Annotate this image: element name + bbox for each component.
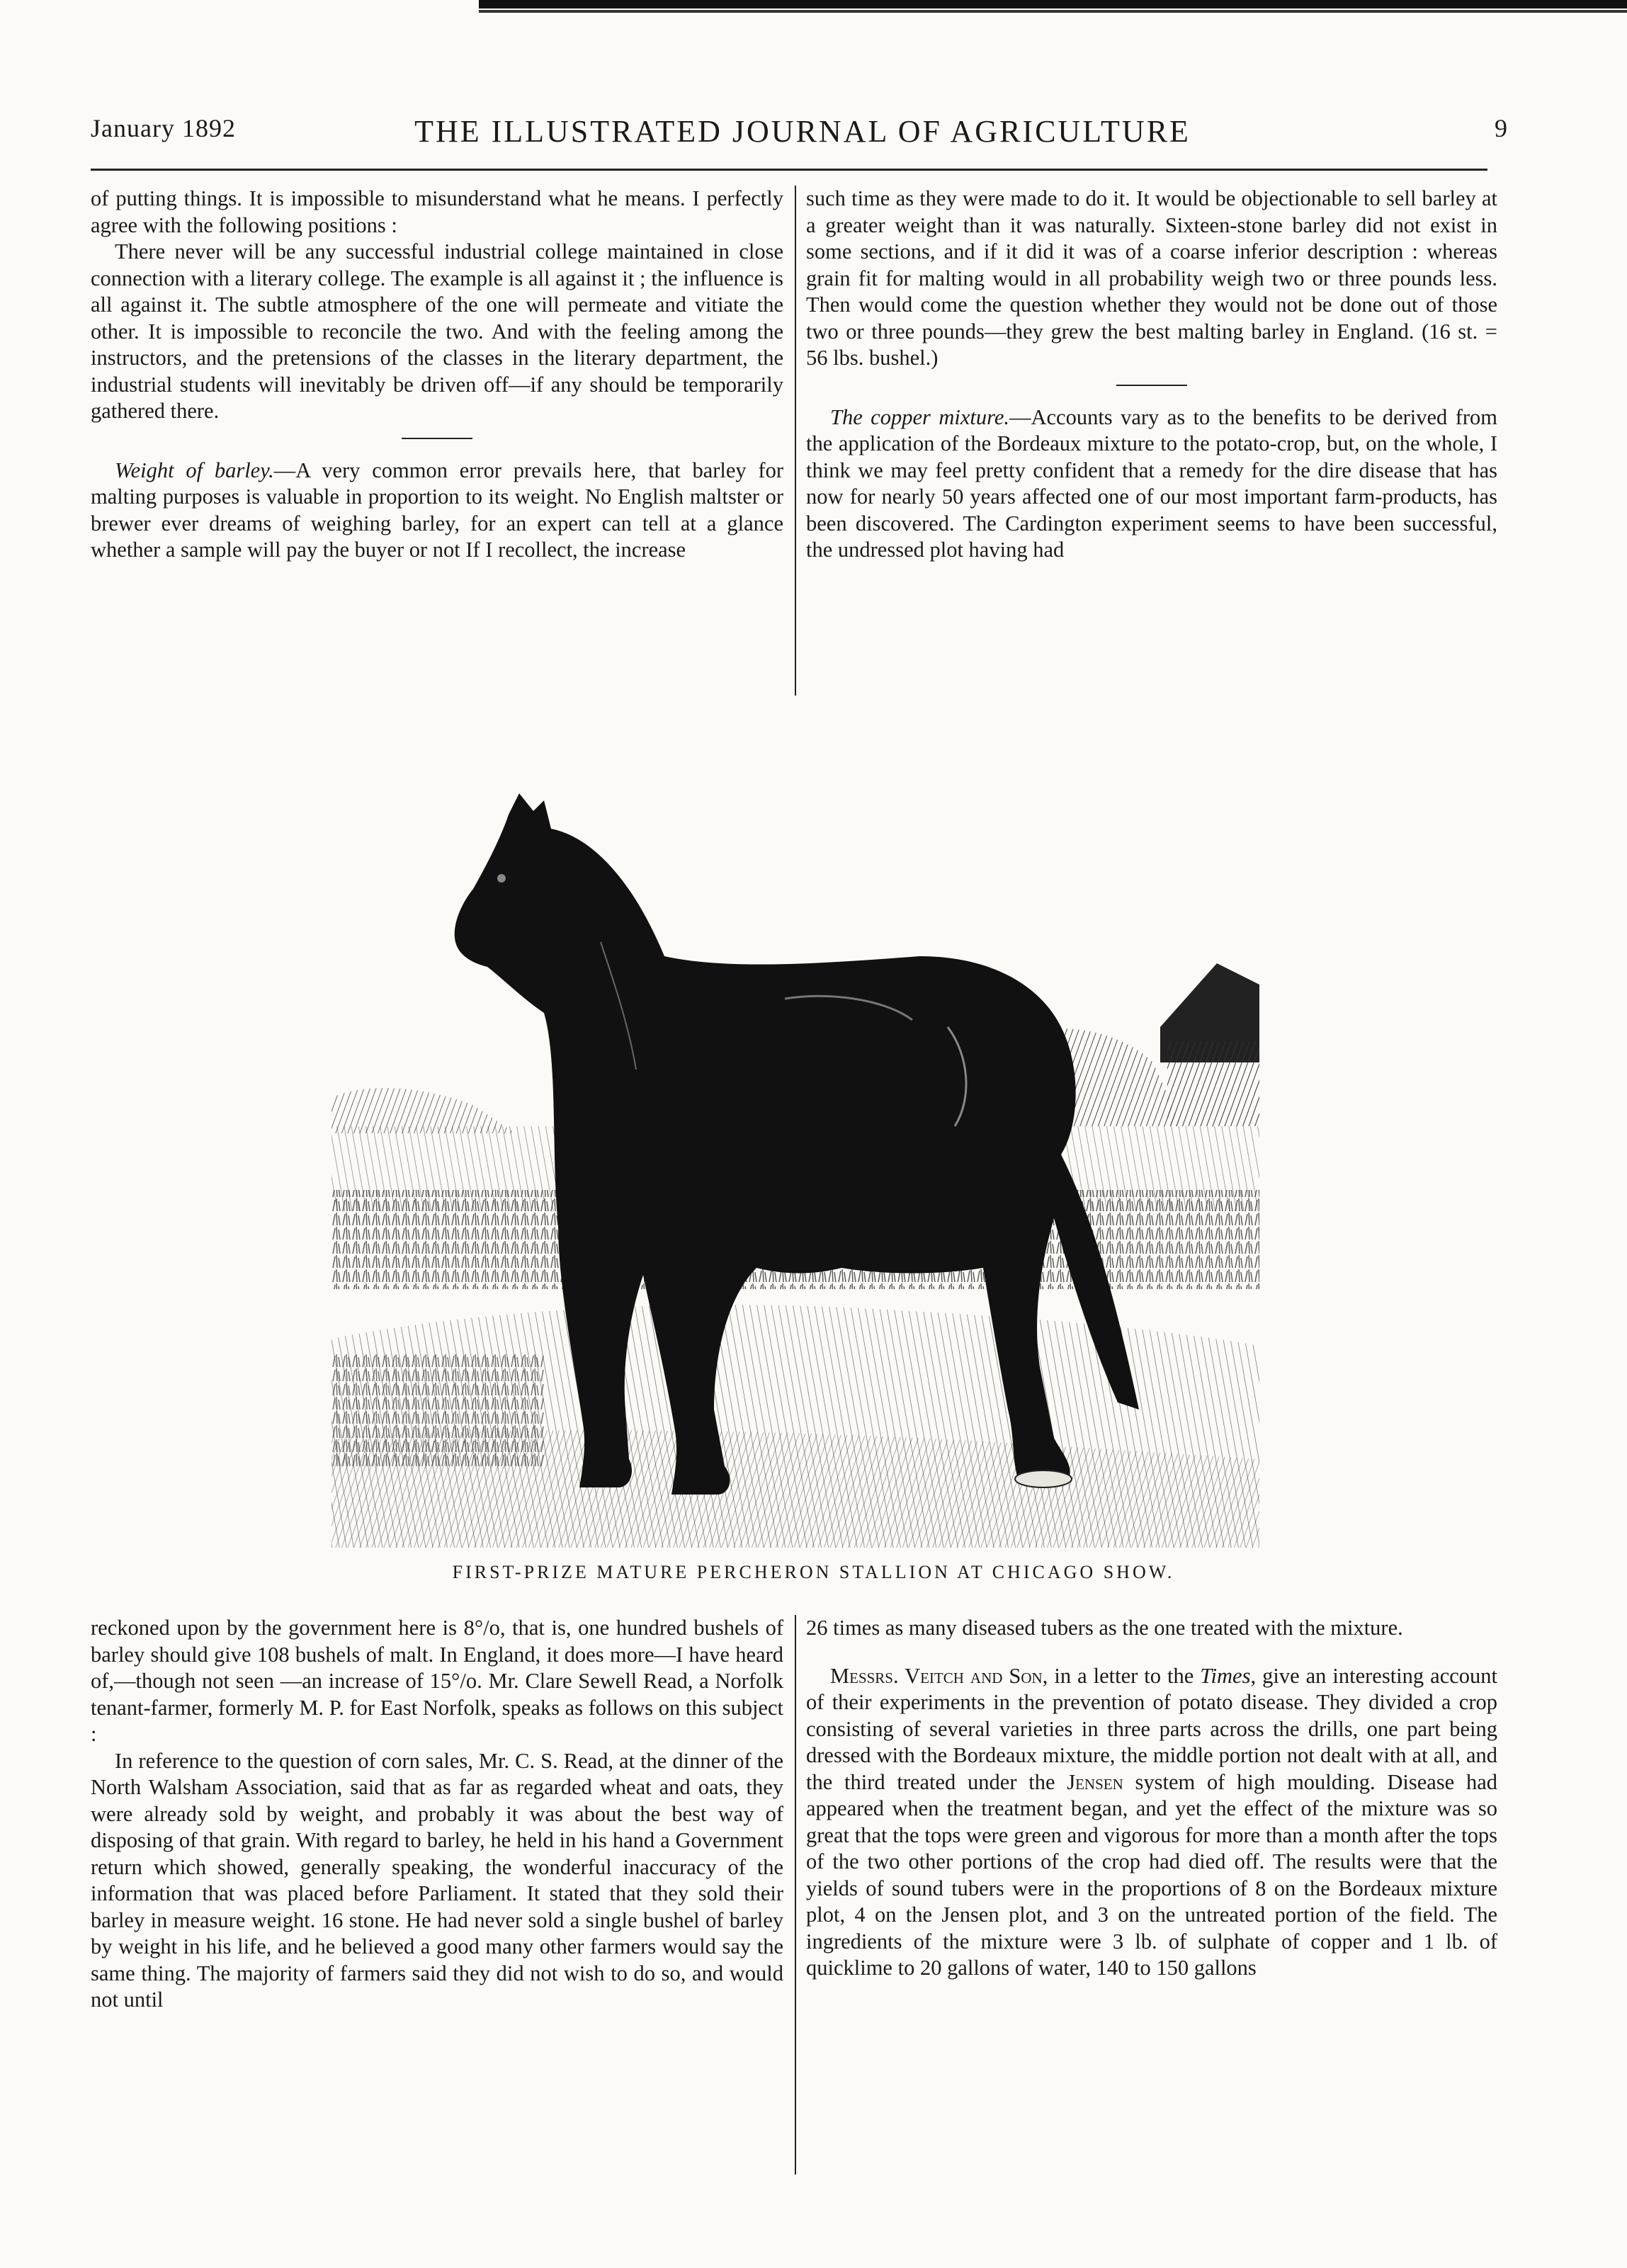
paragraph-text: —A very common error prevails here, that barley for malting purposes is valuable in proportion to its weight. No English maltster or brewer ever dreams of weighing barley, for an expert can tell at a glance whether a sample will pay the buyer or not If I recollect, the increase xyxy=(91,458,783,562)
page-number: 9 xyxy=(1495,114,1507,142)
column-top-right xyxy=(806,186,1497,564)
paragraph-text: , give an interesting account of their experiments in the prevention of potato disease. They divided a crop consisting of several varieties in three parts across the drills, one part being dressed with the Bordeaux mixture, the middle portion not dealt with at all, and the third treated under the xyxy=(806,1663,1497,1794)
section-heading: The copper mixture. xyxy=(830,404,1009,429)
paragraph-gap xyxy=(806,1642,1497,1663)
paragraph-text: —Accounts vary as to the benefits to be derived from the application of the Bordeaux mixture to the potato-crop, but, on the whole, I think we may feel pretty confident that a remedy for the dire disease that has now for nearly 50 years affected one of our most important farm-products, has been discovered. The Cardington experiment seems to have been successful, the undressed plot having had xyxy=(806,404,1497,562)
paragraph-copper-mixture xyxy=(806,404,1497,564)
issue-date: January 1892 xyxy=(91,114,236,142)
top-border-bar xyxy=(479,0,1627,8)
top-border-bar-thin xyxy=(479,10,1627,13)
firm-name: Messrs. Veitch and Son xyxy=(830,1663,1043,1688)
header-rule xyxy=(91,169,1487,171)
section-divider xyxy=(1116,385,1187,386)
column-bottom-right xyxy=(806,1615,1497,1982)
column-bottom-left xyxy=(91,1615,783,2014)
paragraph-veitch-and-son xyxy=(806,1663,1497,1982)
column-divider xyxy=(795,186,796,696)
page-header xyxy=(91,105,1507,161)
journal-title: THE ILLUSTRATED JOURNAL OF AGRICULTURE xyxy=(414,114,1191,149)
paragraph-text: system of high moulding. Disease had appeared when the treatment began, and yet the effect of the mixture was so great that the tops were green and vigorous for more than a month after the tops of the two other portions of the crop had died off. The results were that the yields of sound tubers were in the proportions of 8 on the Bordeaux mixture plot, 4 on the Jensen plot, and 3 on the untreated portion of the field. The ingredients of the mixture were 3 lb. of sulphate of copper and 1 lb. of quicklime to 20 gallons of water, 140 to 150 gallons xyxy=(806,1769,1497,1980)
newspaper-name: Times xyxy=(1200,1663,1251,1688)
section-divider xyxy=(402,438,472,439)
paragraph-read-report: In reference to the question of corn sales, Mr. C. S. Read, at the dinner of the North Walsham Association, said that as far as regarded wheat and oats, they were already sold by weight, and probably it was about the best way of disposing of that grain. With regard to barley, he held in his hand a Government return which showed, generally speaking, the wonderful inaccuracy of the information that was placed before Parliament. It stated that they sold their barley in measure weight. 16 stone. He had never sold a single bushel of barley by weight in his life, and he believed a good many other farmers would say the same thing. The majority of farmers said they did not wish to do so, and would not until xyxy=(91,1748,783,2012)
paragraph: such time as they were made to do it. It would be objectionable to sell barley at a greater weight than it was naturally. Sixteen-stone barley did not exist in some sections, and if it did it was of a coarse inferior description : whereas grain fit for malting would in all probability weigh two or three pounds less. Then would come the question whether they would not be done out of those two or three pounds—they grew the best malting barley in England. (16 st. = 56 lbs. bushel.) xyxy=(806,186,1497,370)
system-name: Jensen xyxy=(1067,1769,1123,1794)
paragraph: 26 times as many diseased tubers as the one treated with the mixture. xyxy=(806,1616,1403,1640)
column-top-left xyxy=(91,186,783,564)
column-divider xyxy=(795,1615,796,2175)
figure-caption: FIRST-PRIZE MATURE PERCHERON STALLION AT CHICAGO SHOW. xyxy=(452,1562,1175,1582)
paragraph: of putting things. It is impossible to misunderstand what he means. I perfectly agree with the following positions : xyxy=(91,186,783,237)
paragraph-text: , in a letter to the xyxy=(1042,1663,1201,1688)
paragraph-weight-of-barley xyxy=(91,458,783,564)
stallion-illustration xyxy=(331,730,1259,1548)
quoted-paragraph: There never will be any successful industrial college maintained in close connection with a literary college. The example is all against it ; the influence is all against it. The subtle atmosphere of the one will permeate and vitiate the other. It is impossible to reconcile the two. And with the feeling among the instructors, and the pretensions of the classes in the literary department, the industrial students will inevitably be driven off—if any should be temporarily gathered there. xyxy=(91,239,783,423)
paragraph: reckoned upon by the government here is 8°/o, that is, one hundred bushels of barley should give 108 bushels of malt. In England, it does more—I have heard of,—though not seen —an increase of 15°/o. Mr. Clare Sewell Read, a Norfolk tenant-farmer, formerly M. P. for East Norfolk, speaks as follows on this subject : xyxy=(91,1616,783,1746)
section-heading: Weight of barley. xyxy=(115,458,274,482)
horse-engraving xyxy=(331,730,1259,1548)
